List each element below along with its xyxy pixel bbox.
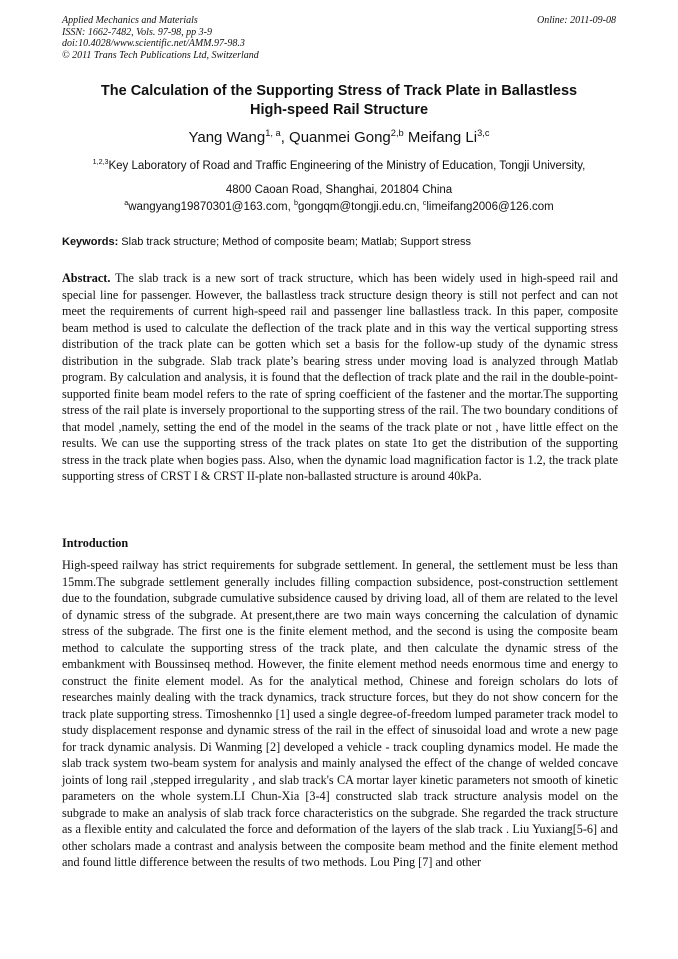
doi-line: doi:10.4028/www.scientific.net/AMM.97-98.3 xyxy=(62,38,245,50)
email-list xyxy=(40,199,638,215)
email-address: wangyang19870301@163.com xyxy=(128,201,288,213)
author-superscript: 1, a xyxy=(265,128,281,138)
journal-header xyxy=(62,15,616,61)
email-separator: , xyxy=(416,201,423,213)
introduction-text: High-speed railway has strict requirements for subgrade settlement. In general, the settlement must be less than 15mm.The subgrade settlement generally includes filling compaction subsidence, post-construction settlement due to the foundation, subgrade cumulative subsidence caused by driving load, all of them are related to the level of dynamic stress of the subgrade. At present,there are two main ways concerning the calculation of dynamic stress of the subgrade. The first one is the finite element method, and the second is using the composite beam method to calculate the supporting stress of the track plate, and then calculate the dynamic stress of the embankment with Boussinseq method. However, the finite element method needs enormous time and energy to construct the finite element model. As for the analytical method, Chinese and foreign scholars do lots of researches mainly dealing with the track dynamics, track structure forces, but they do not show concern for the track plate supporting stress. Timoshennko [1] used a single degree-of-freedom lumped parameter track model to study displacement response and dynamic stress of the rail in the effect of sinusoidal load and wrote a new page for track dynamic analysis. Di Wanming [2] developed a vehicle - track coupling dynamics model. He made the slab track system two-beam system for analysis and mainly analysed the effect of the change of welded concave joints of long rail ,stepped irregularity , and slab track's CA mortar layer kinetic parameters not smooth of kinetic parameters on the whole system.LI Chun-Xia [3-4] constructed slab track structure analysis model on the subgrade to make an analysis of slab track force characteristics on the subgrade. She regarded the track structure as a flexible entity and calculated the force and deformation of the layers of the slab track . Liu Yuxiang[5-6] and other scholars made a contrast and analysis between the composite beam method and the finite element method and found little difference between the results of two methods. Lou Ping [7] and other xyxy=(62,558,618,869)
email-superscript: a xyxy=(124,199,129,208)
abstract-text: The slab track is a new sort of track structure, which has been widely used in high-speed rail and special line for passenger. However, the ballastless track structure design theory is still not perfect and can not meet the requirements of current high-speed rail and passenger line ballastless track. In this paper, composite beam method is used to calculate the deflection of the track plate and in this way the vertical supporting stress distribution of the track plate can be gotten which set a basis for the follow-up study of the dynamic stress distribution in the subgrade. Slab track plate’s bearing stress under moving load is analyzed through Matlab program. By calculation and analysis, it is found that the deflection of track plate and the rail in the double-point-supported finite beam model refers to the rate of spring coefficient of the fastener and the mortar.The supporting stress of the rail plate is inversely proportional to the supporting stress of the rail. The two boundary conditions of that model ,namely, setting the end of the model in the seams of the track plate or not , have little effect on the results. We can use the supporting stress of the track plates on state 1to get the distribution of the supporting stress in the track plate when bogies pass. Also, when the dynamic load magnification factor is 1.2, the track plate supporting stress of CRST I & CRST II-plate non-ballasted structure is around 40kPa. xyxy=(62,271,618,483)
affiliation-superscript: 1,2,3 xyxy=(92,158,109,167)
author-name: Yang Wang xyxy=(188,129,266,146)
keywords-text: Slab track structure; Method of composite beam; Matlab; Support stress xyxy=(118,236,472,248)
affiliation-text-1: Key Laboratory of Road and Traffic Engineering of the Ministry of Education, Tongji University, xyxy=(108,160,586,172)
abstract xyxy=(62,270,618,485)
keywords-label: Keywords: xyxy=(62,236,119,248)
author xyxy=(289,129,408,146)
email-superscript: b xyxy=(293,199,298,208)
email-entry xyxy=(294,201,423,213)
author-name: Quanmei Gong xyxy=(289,129,391,146)
introduction-heading: Introduction xyxy=(62,536,129,550)
copyright-line: © 2011 Trans Tech Publications Ltd, Switzerland xyxy=(62,49,259,61)
email-address: limeifang2006@126.com xyxy=(426,201,554,213)
journal-name: Applied Mechanics and Materials xyxy=(62,15,198,26)
author-superscript: 2,b xyxy=(390,128,404,138)
online-date: Online: 2011-09-08 xyxy=(537,15,616,26)
author-separator: , xyxy=(280,129,290,146)
author-list xyxy=(40,128,638,148)
author-superscript: 3,c xyxy=(477,128,490,138)
author xyxy=(188,129,289,146)
title-line-2: High-speed Rail Structure xyxy=(249,102,429,118)
email-superscript: c xyxy=(422,199,427,208)
email-entry xyxy=(423,201,554,213)
email-entry xyxy=(124,201,294,213)
email-separator: , xyxy=(287,201,294,213)
email-address: gongqm@tongji.edu.cn xyxy=(297,201,417,213)
keywords xyxy=(62,235,618,250)
author-name: Meifang Li xyxy=(407,129,478,146)
abstract-label: Abstract. xyxy=(62,271,111,285)
issn-line: ISSN: 1662-7482, Vols. 97-98, pp 3-9 xyxy=(62,26,212,38)
title-line-1: The Calculation of the Supporting Stress of Track Plate in Ballastless xyxy=(100,83,578,99)
author xyxy=(408,129,490,146)
paper-title xyxy=(50,82,628,120)
affiliation-line-1 xyxy=(40,154,638,178)
affiliation xyxy=(40,154,638,202)
affiliation-line-2: 4800 Caoan Road, Shanghai, 201804 China xyxy=(225,184,453,196)
